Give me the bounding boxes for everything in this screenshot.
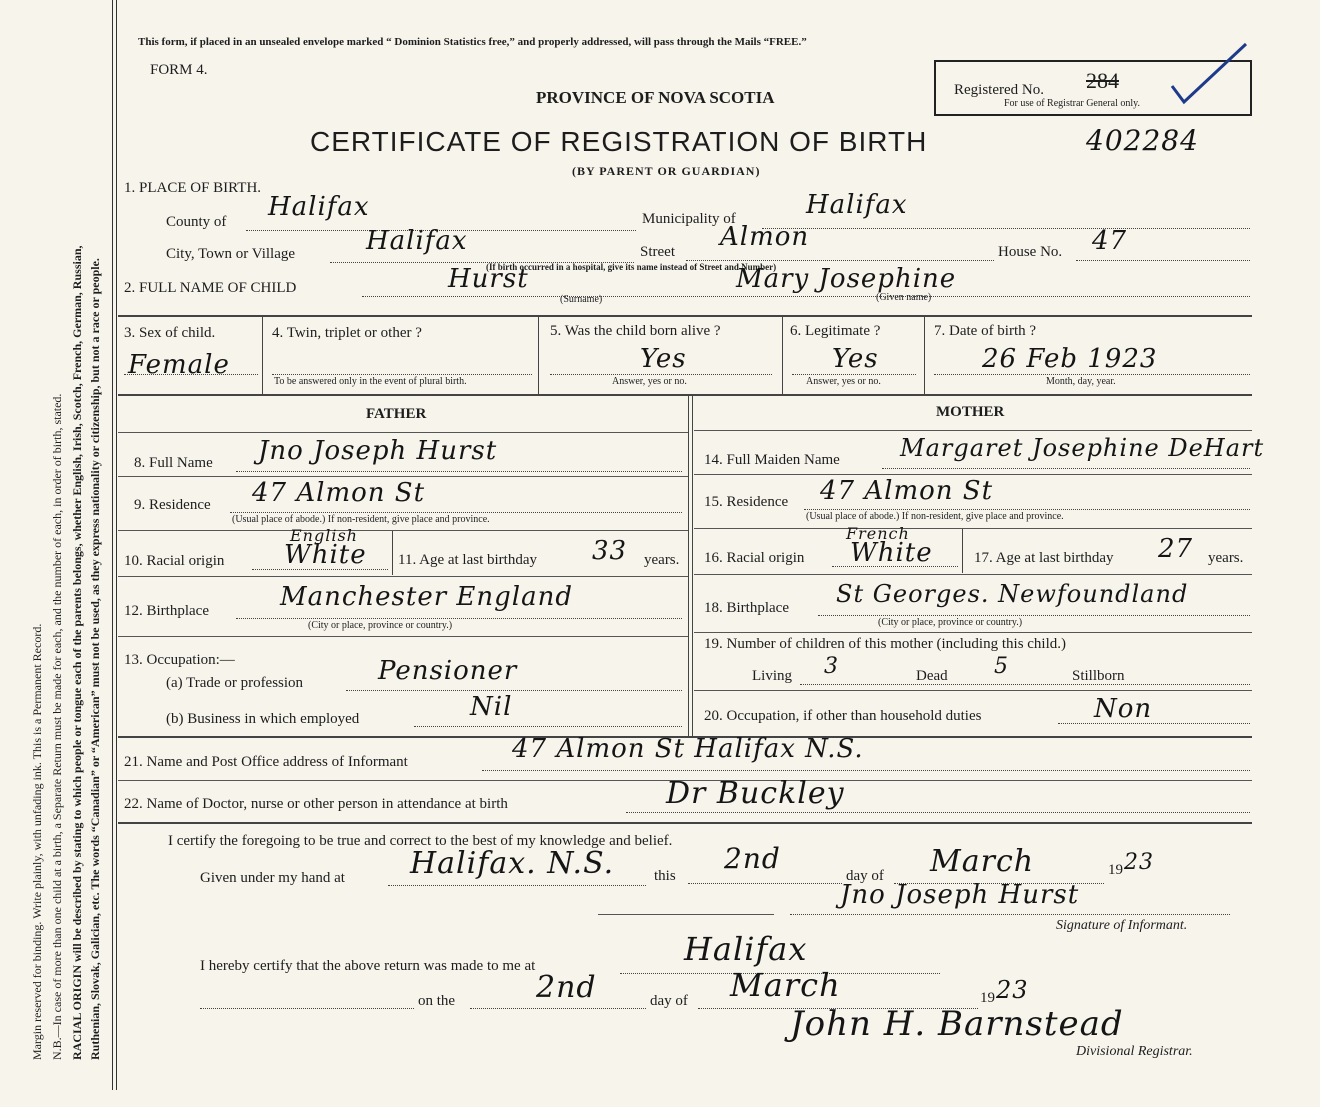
alive-value: Yes — [640, 344, 687, 374]
mother-birthplace-value: St Georges. Newfoundland — [836, 580, 1189, 608]
living-label: Living — [752, 668, 792, 684]
mother-age-label: 17. Age at last birthday — [974, 550, 1114, 566]
informant-signature: Jno Joseph Hurst — [840, 880, 1080, 910]
on-the-label: on the — [418, 993, 456, 1009]
doctor-value: Dr Buckley — [666, 776, 845, 811]
alive-label: 5. Was the child born alive ? — [550, 323, 721, 339]
father-racial-value: White — [284, 540, 367, 570]
legit-caption: Answer, yes or no. — [806, 376, 881, 387]
informant-label: 21. Name and Post Office address of Informant — [124, 754, 408, 770]
handwritten-number: 402284 — [1086, 124, 1199, 157]
registrar-statement: I hereby certify that the above return was made to me at — [200, 958, 536, 974]
county-value: Halifax — [268, 192, 370, 222]
registrar-caption: Divisional Registrar. — [1076, 1044, 1193, 1059]
form-number: FORM 4. — [150, 62, 208, 78]
reg-year-value: 23 — [996, 976, 1029, 1004]
place-heading: 1. PLACE OF BIRTH. — [124, 180, 262, 196]
reg-year-prefix: 19 — [980, 990, 995, 1006]
dob-value: 26 Feb 1923 — [982, 344, 1158, 374]
dead-value: 5 — [994, 654, 1009, 679]
margin-rule-2 — [116, 0, 117, 1090]
year-prefix: 19 — [1108, 862, 1123, 878]
father-name-label: 8. Full Name — [134, 455, 213, 471]
this-label: this — [654, 868, 676, 884]
this-value: 2nd — [724, 842, 781, 875]
father-residence-label: 9. Residence — [134, 497, 211, 513]
margin-line-3: RACIAL ORIGIN will be described by stating to which people or tongue each of the parents belongs, whether English, Irish, Scotch, French, German, Russian, — [70, 245, 84, 1060]
margin-line-1: Margin reserved for binding. Write plainly, with unfading ink. This is a Permanent Record. — [30, 623, 44, 1060]
father-residence-caption: (Usual place of abode.) If non-resident, give place and province. — [232, 514, 490, 525]
father-occupation-label: 13. Occupation:— — [124, 652, 235, 668]
dob-label: 7. Date of birth ? — [934, 323, 1037, 339]
child-name-label: 2. FULL NAME OF CHILD — [124, 280, 297, 296]
registered-label: Registered No. — [954, 82, 1044, 98]
twin-label: 4. Twin, triplet or other ? — [272, 325, 422, 341]
certificate-subtitle: (BY PARENT OR GUARDIAN) — [572, 164, 761, 178]
father-racial-top: English — [290, 526, 358, 545]
municipality-value: Halifax — [806, 190, 908, 220]
registered-box — [934, 60, 1252, 116]
mother-heading: MOTHER — [936, 404, 1005, 420]
mother-birthplace-caption: (City or place, province or country.) — [878, 617, 1023, 628]
year-value: 23 — [1124, 850, 1154, 875]
county-label: County of — [166, 214, 227, 230]
alive-caption: Answer, yes or no. — [612, 376, 687, 387]
reg-day-of-label: day of — [650, 993, 688, 1009]
certificate-title: CERTIFICATE OF REGISTRATION OF BIRTH — [310, 126, 928, 157]
reg-month-value: March — [730, 966, 841, 1004]
mother-racial-top: French — [846, 524, 910, 543]
father-birthplace-label: 12. Birthplace — [124, 603, 209, 619]
surname-caption: (Surname) — [560, 294, 603, 305]
registered-value: 284 — [1086, 68, 1119, 93]
city-value: Halifax — [366, 226, 468, 256]
street-label: Street — [640, 244, 675, 260]
mother-occupation-label: 20. Occupation, if other than household duties — [704, 708, 982, 724]
hospital-note: (If birth occurred in a hospital, give its name instead of Street and Number) — [486, 262, 777, 272]
informant-value: 47 Almon St Halifax N.S. — [512, 734, 864, 764]
twin-note: To be answered only in the event of plural birth. — [274, 376, 467, 387]
certify-statement: I certify the foregoing to be true and correct to the best of my knowledge and belief. — [168, 833, 673, 849]
mother-racial-label: 16. Racial origin — [704, 550, 805, 566]
legit-label: 6. Legitimate ? — [790, 323, 881, 339]
margin-line-4: Ruthenian, Slovak, Galician, etc. The words “Canadian” or “American” must not be used, as they express nationality or citizenship, but not a race or people. — [88, 258, 102, 1060]
reg-day-value: 2nd — [536, 970, 597, 1005]
given-caption: (Given name) — [876, 292, 932, 303]
child-surname: Hurst — [448, 264, 529, 294]
father-trade-value: Pensioner — [378, 656, 518, 686]
child-given-name: Mary Josephine — [736, 264, 957, 294]
dob-caption: Month, day, year. — [1046, 376, 1116, 387]
house-label: House No. — [998, 244, 1063, 260]
mother-name-value: Margaret Josephine DeHart — [900, 434, 1265, 462]
father-birthplace-caption: (City or place, province or country.) — [308, 620, 453, 631]
margin-line-2: N.B.—In case of more than one child at a birth, a Separate Return must be made for each, and the number of each, in order of birth, stated. — [50, 393, 64, 1060]
house-value: 47 — [1092, 226, 1128, 256]
mother-birthplace-label: 18. Birthplace — [704, 600, 789, 616]
check-mark-icon — [1170, 40, 1250, 110]
mother-racial-value: White — [850, 538, 933, 568]
margin-rule — [112, 0, 113, 1090]
municipality-label: Municipality of — [642, 211, 736, 227]
day-of-label: day of — [846, 868, 884, 884]
sex-label: 3. Sex of child. — [124, 325, 216, 341]
father-racial-label: 10. Racial origin — [124, 553, 225, 569]
mother-residence-caption: (Usual place of abode.) If non-resident, give place and province. — [806, 511, 1064, 522]
given-label: Given under my hand at — [200, 870, 345, 886]
mother-age-value: 27 — [1158, 534, 1194, 564]
doctor-label: 22. Name of Doctor, nurse or other person in attendance at birth — [124, 796, 508, 812]
signature-caption: Signature of Informant. — [1056, 918, 1188, 933]
mother-residence-value: 47 Almon St — [820, 476, 994, 506]
registrar-signature: John H. Barnstead — [790, 1004, 1124, 1044]
mail-notice: This form, if placed in an unsealed envelope marked “ Dominion Statistics free,” and properly addressed, will pass through the Mails “FREE.” — [138, 36, 807, 48]
mother-residence-label: 15. Residence — [704, 494, 789, 510]
father-name-value: Jno Joseph Hurst — [258, 436, 498, 466]
mother-name-label: 14. Full Maiden Name — [704, 452, 840, 468]
father-residence-value: 47 Almon St — [252, 478, 426, 508]
street-value: Almon — [720, 222, 810, 252]
father-heading: FATHER — [366, 406, 427, 422]
province-heading: PROVINCE OF NOVA SCOTIA — [536, 88, 775, 107]
month-value: March — [930, 844, 1035, 879]
father-birthplace-value: Manchester England — [280, 582, 574, 612]
mother-age-unit: years. — [1208, 550, 1244, 566]
father-age-label: 11. Age at last birthday — [398, 552, 537, 568]
father-business-value: Nil — [470, 692, 513, 722]
given-place: Halifax. N.S. — [410, 846, 615, 881]
stillborn-label: Stillborn — [1072, 668, 1125, 684]
margin-instructions — [0, 0, 118, 1107]
sex-value: Female — [128, 350, 230, 380]
dead-label: Dead — [916, 668, 948, 684]
father-trade-label: (a) Trade or profession — [166, 675, 304, 691]
living-value: 3 — [824, 654, 839, 679]
mother-children-label: 19. Number of children of this mother (including this child.) — [704, 636, 1067, 652]
mother-occupation-value: Non — [1094, 694, 1153, 724]
registrar-use-note: For use of Registrar General only. — [1004, 98, 1140, 109]
father-age-unit: years. — [644, 552, 680, 568]
legit-value: Yes — [832, 344, 879, 374]
father-business-label: (b) Business in which employed — [166, 711, 360, 727]
father-age-value: 33 — [592, 536, 628, 566]
city-label: City, Town or Village — [166, 246, 296, 262]
registrar-place: Halifax — [684, 930, 808, 968]
